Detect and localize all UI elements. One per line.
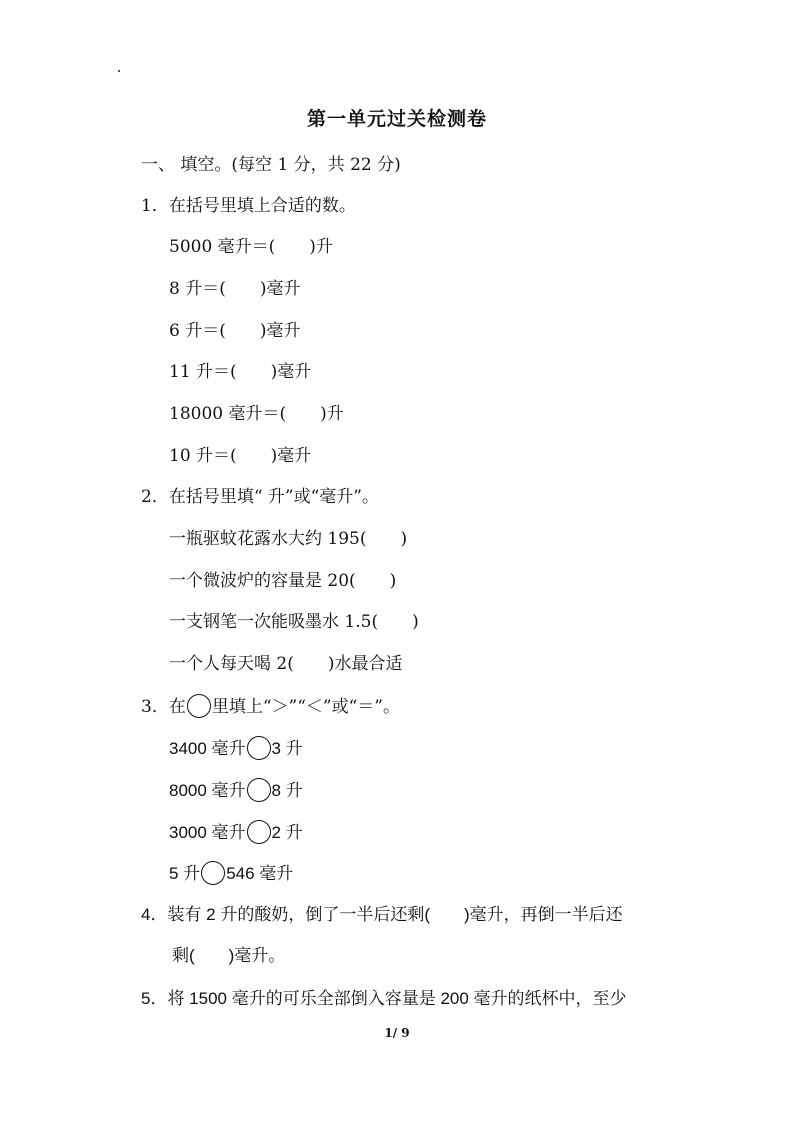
q3-right: 8 升	[271, 781, 303, 800]
q3-left: 5 升	[169, 864, 201, 883]
q3-item	[169, 859, 293, 885]
section-heading: 一、 填空。(每空 1 分，共 22 分)	[141, 155, 401, 175]
q2-item: 一个微波炉的容量是 20( )	[169, 571, 397, 591]
page-title: 第一单元过关检测卷	[306, 108, 487, 130]
q3-left: 8000 毫升	[169, 781, 246, 800]
q3-item	[169, 776, 303, 802]
q3-left: 3000 毫升	[169, 823, 246, 842]
q3-left: 3400 毫升	[169, 739, 246, 758]
page-mark	[118, 70, 120, 72]
q3-stem-a: 3．在	[141, 697, 186, 717]
q2-stem: 2．在括号里填“ 升”或“毫升”。	[141, 487, 379, 507]
q4-line1: 4．装有 2 升的酸奶，倒了一半后还剩( )毫升，再倒一半后还	[141, 905, 623, 924]
q3-stem-b: 里填上“＞”“＜”或“＝”。	[211, 697, 400, 717]
q2-item: 一瓶驱蚊花露水大约 195( )	[169, 529, 408, 549]
q3-right: 2 升	[271, 823, 303, 842]
q3-item	[169, 818, 303, 844]
q1-item: 18000 毫升＝( )升	[169, 404, 344, 424]
q3-item	[169, 734, 303, 760]
q3-stem	[141, 692, 400, 718]
q1-stem: 1．在括号里填上合适的数。	[141, 196, 356, 216]
q1-item: 6 升＝( )毫升	[169, 321, 301, 341]
page-number: 1/ 9	[384, 1026, 410, 1040]
compare-circle[interactable]	[247, 778, 271, 802]
compare-circle[interactable]	[247, 736, 271, 760]
compare-circle[interactable]	[247, 820, 271, 844]
blank-circle	[187, 694, 211, 718]
q2-item: 一个人每天喝 2( )水最合适	[169, 654, 403, 674]
q3-right: 546 毫升	[226, 864, 294, 883]
q2-item: 一支钢笔一次能吸墨水 1.5( )	[169, 612, 419, 632]
q1-item: 5000 毫升＝( )升	[169, 237, 333, 257]
q5-line1: 5．将 1500 毫升的可乐全部倒入容量是 200 毫升的纸杯中，至少	[141, 989, 627, 1008]
q1-item: 10 升＝( )毫升	[169, 446, 312, 466]
compare-circle[interactable]	[201, 861, 225, 885]
q4-line2: 剩( )毫升。	[172, 946, 286, 965]
q3-right: 3 升	[271, 739, 303, 758]
q1-item: 11 升＝( )毫升	[169, 362, 312, 382]
q1-item: 8 升＝( )毫升	[169, 279, 301, 299]
